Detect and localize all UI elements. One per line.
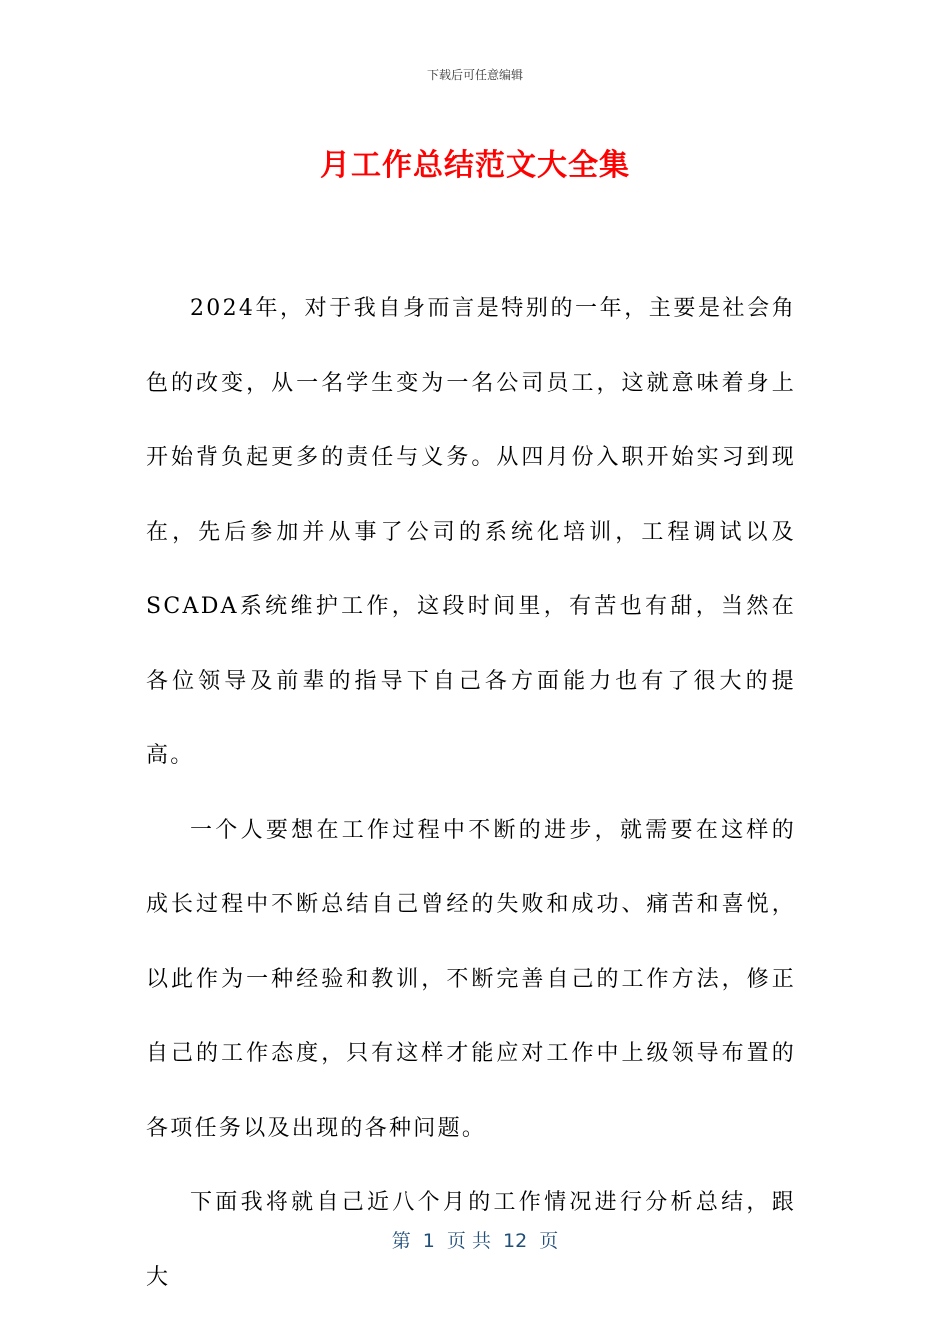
page-number-footer: 第 1 页 共 12 页 (391, 1230, 559, 1252)
header-note: 下载后可任意编辑 (426, 68, 523, 82)
document-title: 月工作总结范文大全集 (320, 148, 630, 183)
document-body (146, 272, 796, 1315)
paragraph: 一个人要想在工作过程中不断的进步，就需要在这样的成长过程中不断总结自己曾经的失败和成功、痛苦和喜悦，以此作为一种经验和教训，不断完善自己的工作方法，修正自己的工作态度，只有这样才能应对工作中上级领导布置的各项任务以及出现的各种问题。 (146, 817, 796, 1141)
paragraph: 2024年，对于我自身而言是特别的一年，主要是社会角色的改变，从一名学生变为一名公司员工，这就意味着身上开始背负起更多的责任与义务。从四月份入职开始实习到现在，先后参加并从事了公司的系统化培训，工程调试以及SCADA系统维护工作，这段时间里，有苦也有甜，当然在各位领导及前辈的指导下自己各方面能力也有了很大的提高。 (146, 296, 796, 768)
paragraph: 下面我将就自己近八个月的工作情况进行分析总结，跟大 (146, 1190, 796, 1290)
